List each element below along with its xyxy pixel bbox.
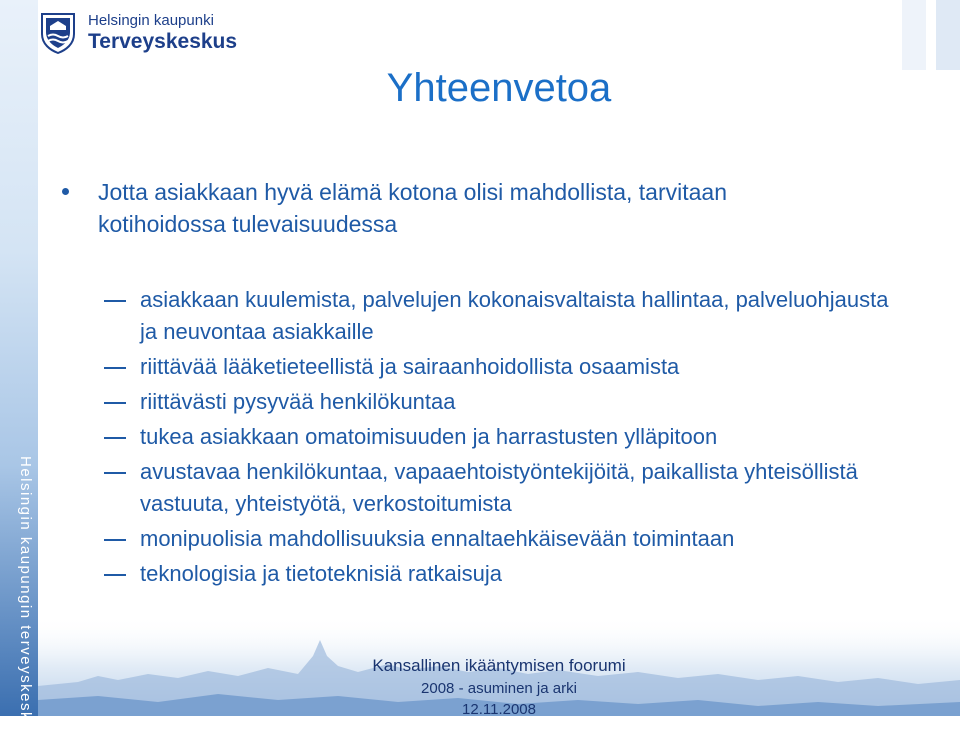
sub-bullet-item: avustavaa henkilökuntaa, vapaaehtoistyöntekijöitä, paikallista yhteisöllistä vastuuta, yhteistyötä, verkostoitumista: [104, 456, 904, 520]
sub-bullet-item: monipuolisia mahdollisuuksia ennaltaehkäisevään toimintaan: [104, 523, 904, 555]
sidebar-text: Helsingin kaupungin terveyskeskus: [17, 456, 34, 740]
footer-line1: Kansallinen ikääntymisen foorumi: [372, 656, 626, 675]
slide-title: Yhteenvetoa: [386, 66, 612, 110]
logo-line1: Helsingin kaupunki: [88, 12, 214, 29]
sub-bullet-item: riittävästi pysyvää henkilökuntaa: [104, 386, 904, 418]
footer-line2: 2008 - asuminen ja arki: [421, 680, 577, 697]
helsinki-crest-icon: [38, 12, 78, 54]
corner-decoration-right: [936, 0, 960, 70]
sub-bullet-list: [104, 284, 904, 593]
sub-bullet-item: tukea asiakkaan omatoimisuuden ja harrastusten ylläpitoon: [104, 421, 904, 453]
logo: [38, 10, 238, 56]
footer-line3: 12.11.2008: [462, 701, 536, 718]
main-bullet: [62, 176, 822, 240]
main-bullet-text: Jotta asiakkaan hyvä elämä kotona olisi mahdollista, tarvitaan kotihoidossa tulevaisuudessa: [98, 179, 728, 237]
sub-bullet-item: riittävää lääketieteellistä ja sairaanhoidollista osaamista: [104, 351, 904, 383]
corner-decoration-left: [902, 0, 926, 70]
bullet-dot-icon: [62, 188, 69, 195]
sub-bullet-item: teknologisia ja tietoteknisiä ratkaisuja: [104, 558, 904, 590]
sub-bullet-item: asiakkaan kuulemista, palvelujen kokonaisvaltaista hallintaa, palveluohjausta ja neuvontaa asiakkaille: [104, 284, 904, 348]
logo-line2: Terveyskeskus: [88, 30, 238, 53]
